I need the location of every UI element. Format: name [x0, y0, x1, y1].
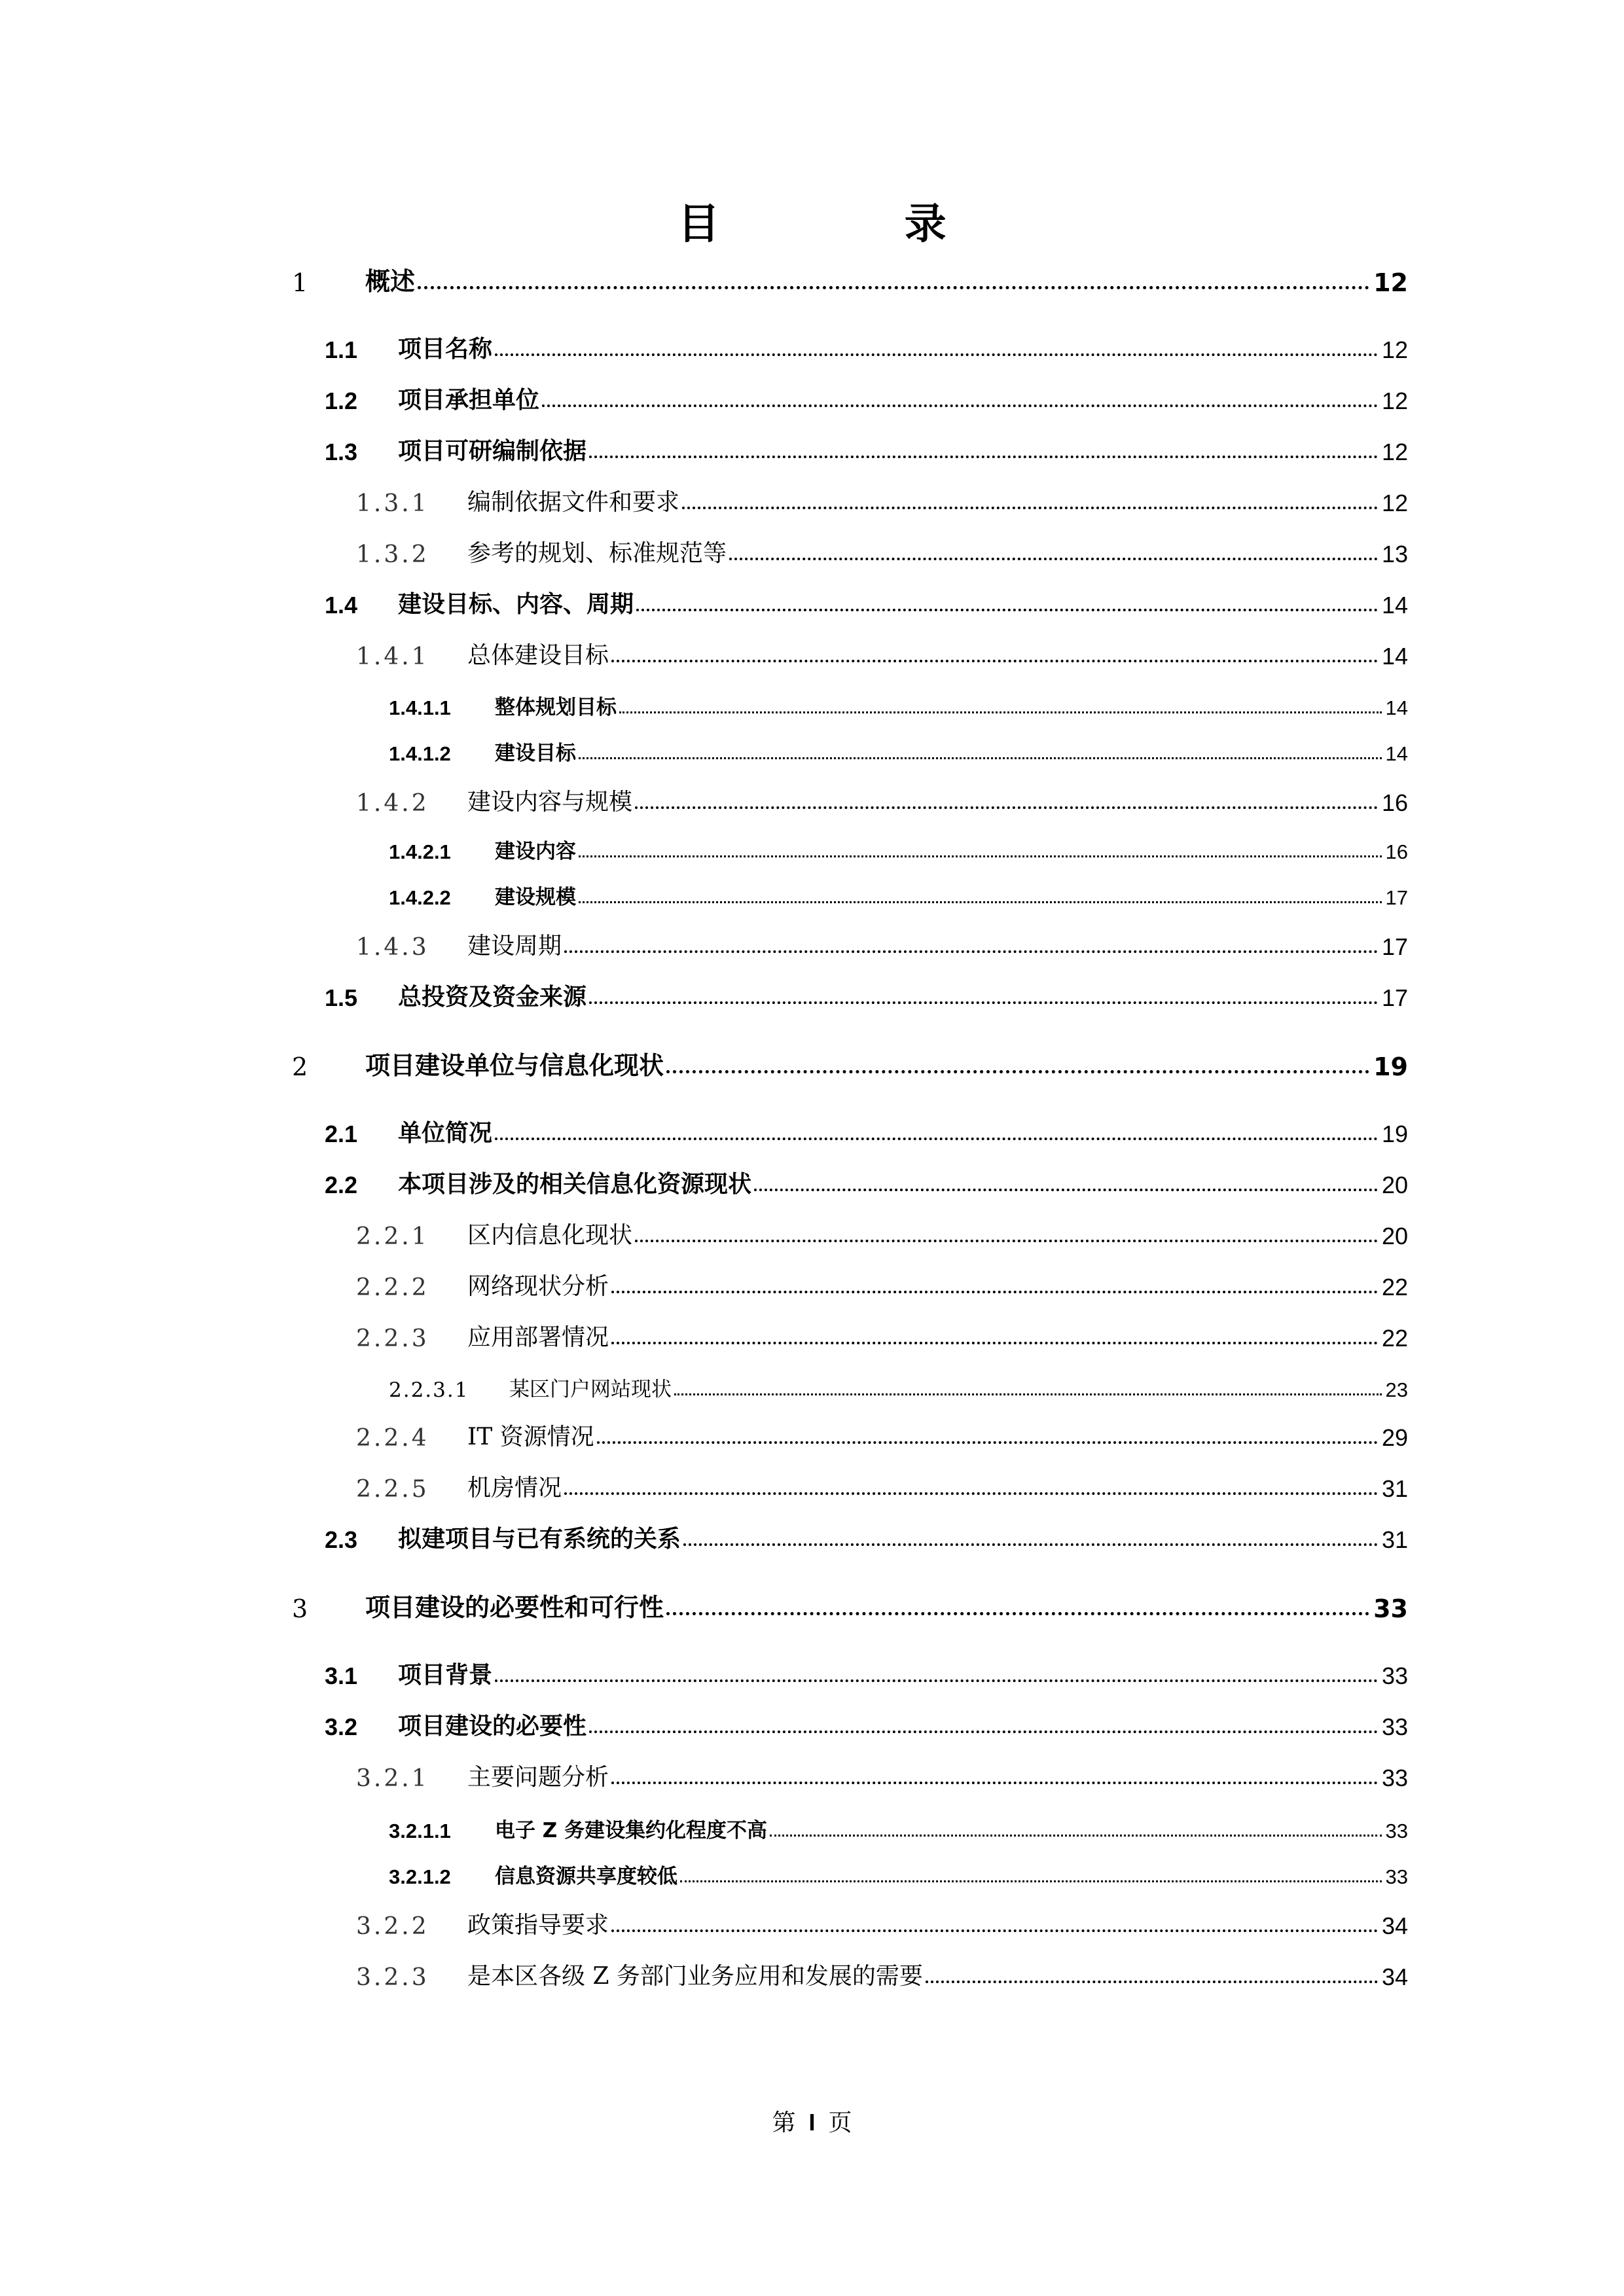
toc-entry[interactable]: [389, 831, 1408, 864]
toc-entry-page: 34: [1381, 1964, 1408, 1990]
toc-dot-leader: [495, 353, 1378, 356]
toc-entry[interactable]: [325, 326, 1408, 364]
toc-entry-label: 总体建设目标: [467, 642, 609, 669]
toc-entry-label: 项目建设的必要性: [398, 1713, 587, 1740]
toc-entry-number: 1.4.2.1: [389, 840, 451, 863]
toc-entry[interactable]: [356, 530, 1408, 568]
footer-suffix: 页: [828, 2109, 852, 2136]
toc-entry-label: 项目承担单位: [398, 387, 540, 414]
toc-entry-page: 33: [1373, 1594, 1408, 1623]
toc-entry-number: 1.4.1.2: [389, 742, 451, 765]
toc-dot-leader: [611, 1929, 1378, 1932]
toc-entry[interactable]: [356, 1902, 1408, 1940]
toc-entry-number: 1.4.2: [356, 790, 429, 817]
toc-dot-leader: [683, 1543, 1378, 1546]
toc-entry[interactable]: [356, 1754, 1408, 1792]
toc-entry[interactable]: [356, 1953, 1408, 1991]
toc-dot-leader: [666, 1612, 1369, 1615]
toc-entry-label: 信息资源共享度较低: [495, 1865, 677, 1888]
toc-entry[interactable]: [356, 1414, 1408, 1452]
toc-entry-label: 建设内容: [495, 840, 576, 863]
toc-entry-label: IT 资源情况: [467, 1424, 594, 1450]
toc-entry[interactable]: [356, 632, 1408, 670]
toc-entry[interactable]: [356, 779, 1408, 817]
toc-entry-page: 33: [1385, 1865, 1408, 1888]
toc-entry[interactable]: [389, 1856, 1408, 1889]
toc-dot-leader: [579, 757, 1382, 759]
toc-dot-leader: [579, 901, 1382, 903]
toc-entry-label: 本项目涉及的相关信息化资源现状: [398, 1171, 752, 1198]
toc-entry-number: 1.4: [325, 592, 358, 619]
toc-dot-leader: [579, 855, 1382, 857]
toc-dot-leader: [680, 1880, 1382, 1882]
toc-entry-number: 1.4.2.2: [389, 886, 451, 909]
toc-entry-label: 建设目标: [495, 742, 576, 765]
toc-dot-leader: [418, 286, 1369, 289]
toc-entry-label: 拟建项目与已有系统的关系: [398, 1526, 681, 1552]
toc-entry[interactable]: [325, 1703, 1408, 1741]
toc-entry-number: 1.5: [325, 984, 358, 1011]
toc-entry-page: 13: [1381, 541, 1408, 567]
toc-entry[interactable]: [389, 1369, 1408, 1402]
toc-entry-label: 整体规划目标: [495, 696, 617, 719]
toc-dot-leader: [636, 609, 1378, 611]
toc-entry-label: 项目名称: [398, 336, 493, 363]
toc-entry-page: 20: [1381, 1172, 1408, 1198]
toc-entry-number: 3.2: [325, 1713, 358, 1740]
toc-entry-page: 14: [1385, 742, 1408, 765]
toc-entry-label: 某区门户网站现状: [509, 1378, 672, 1401]
toc-entry[interactable]: [356, 1263, 1408, 1301]
toc-entry-page: 14: [1385, 696, 1408, 719]
toc-dot-leader: [770, 1835, 1381, 1837]
toc-entry-page: 14: [1381, 592, 1408, 619]
toc-dot-leader: [589, 456, 1378, 458]
toc-entry-page: 23: [1385, 1378, 1408, 1401]
toc-entry-number: 2.2.4: [356, 1425, 429, 1452]
toc-entry-page: 22: [1381, 1274, 1408, 1300]
toc-entry[interactable]: [325, 1516, 1408, 1554]
toc-entry-number: 3.2.2: [356, 1913, 429, 1940]
toc-entry-label: 项目可研编制依据: [398, 438, 587, 465]
toc-entry[interactable]: [325, 1110, 1408, 1148]
footer-prefix: 第: [772, 2109, 796, 2136]
toc-dot-leader: [754, 1189, 1378, 1191]
toc-entry[interactable]: [325, 1652, 1408, 1690]
toc-entry-number: 3.1: [325, 1662, 358, 1689]
toc-dot-leader: [682, 507, 1378, 509]
toc-entry[interactable]: [325, 581, 1408, 619]
toc-entry-number: 1.3: [325, 439, 358, 465]
toc-entry-label: 主要问题分析: [467, 1764, 609, 1791]
toc-entry[interactable]: [356, 479, 1408, 517]
toc-entry-page: 12: [1381, 490, 1408, 516]
toc-entry-label: 参考的规划、标准规范等: [467, 540, 727, 567]
toc-entry-number: 1.4.1.1: [389, 696, 451, 719]
toc-entry-page: 31: [1381, 1526, 1408, 1553]
toc-entry-label: 项目建设单位与信息化现状: [365, 1051, 664, 1080]
toc-entry-label: 单位简况: [398, 1120, 493, 1147]
toc-entry[interactable]: [356, 1314, 1408, 1352]
toc-entry-label: 应用部署情况: [467, 1324, 609, 1351]
toc-entry-page: 12: [1381, 336, 1408, 363]
toc-dot-leader: [611, 1342, 1378, 1344]
toc-dot-leader: [589, 1001, 1378, 1004]
toc-dot-leader: [542, 404, 1378, 407]
toc-entry-label: 网络现状分析: [467, 1273, 609, 1300]
toc-entry-page: 33: [1385, 1820, 1408, 1842]
toc-entry[interactable]: [325, 1161, 1408, 1199]
toc-dot-leader: [495, 1138, 1378, 1140]
toc-entry-page: 29: [1381, 1424, 1408, 1451]
toc-entry[interactable]: [389, 687, 1408, 720]
toc-dot-leader: [495, 1679, 1378, 1682]
toc-entry-page: 22: [1381, 1325, 1408, 1352]
toc-entry-label: 建设目标、内容、周期: [398, 591, 634, 618]
toc-entry-page: 14: [1381, 643, 1408, 670]
toc-entry[interactable]: [292, 1584, 1408, 1623]
toc-dot-leader: [674, 1393, 1382, 1395]
toc-entry-label: 项目建设的必要性和可行性: [365, 1593, 664, 1622]
toc-entry-page: 16: [1385, 840, 1408, 863]
toc-dot-leader: [619, 711, 1382, 713]
toc-entry-page: 16: [1381, 789, 1408, 816]
toc-entry-label: 建设内容与规模: [467, 789, 633, 816]
toc-dot-leader: [597, 1441, 1378, 1444]
toc-entry-number: 2.2.1: [356, 1223, 429, 1250]
toc-entry-number: 1.3.2: [356, 541, 429, 568]
toc-entry-page: 19: [1381, 1121, 1408, 1147]
toc-entry-label: 概述: [365, 267, 416, 296]
toc-entry-number: 1.1: [325, 336, 358, 363]
toc-entry-number: 2.2.2: [356, 1274, 429, 1301]
toc-dot-leader: [564, 1492, 1378, 1495]
toc-entry[interactable]: [325, 974, 1408, 1012]
page-footer: [0, 2104, 1624, 2138]
footer-page-number: I: [808, 2109, 816, 2136]
toc-entry[interactable]: [389, 1810, 1408, 1843]
toc-entry[interactable]: [292, 1042, 1408, 1081]
toc-entry[interactable]: [325, 377, 1408, 415]
toc-entry[interactable]: [389, 877, 1408, 910]
toc-entry-number: 3.2.1.2: [389, 1865, 451, 1888]
toc-entry-number: 2.2: [325, 1172, 358, 1198]
toc-entry-number: 2.2.5: [356, 1476, 429, 1503]
toc-entry[interactable]: [356, 923, 1408, 961]
toc-entry-label: 建设规模: [495, 886, 576, 909]
toc-entry-number: 1.3.1: [356, 490, 429, 517]
toc-entry-number: 2.1: [325, 1121, 358, 1147]
toc-entry-page: 12: [1381, 387, 1408, 414]
toc-entry-number: 2.2.3.1: [389, 1378, 469, 1402]
toc-dot-leader: [564, 950, 1378, 953]
toc-entry-number: 1.4.3: [356, 934, 429, 961]
toc-entry-number: 1: [292, 268, 308, 297]
toc-dot-leader: [666, 1070, 1369, 1073]
toc-dot-leader: [611, 1782, 1378, 1784]
toc-entry-label: 是本区各级 Z 务部门业务应用和发展的需要: [467, 1963, 923, 1990]
toc-entry-page: 12: [1381, 439, 1408, 465]
toc-dot-leader: [589, 1731, 1378, 1733]
toc-entry-page: 20: [1381, 1223, 1408, 1249]
toc-entry-number: 2.3: [325, 1526, 358, 1553]
toc-entry-number: 2: [292, 1052, 308, 1081]
toc-entry-page: 31: [1381, 1475, 1408, 1502]
toc-entry[interactable]: [292, 258, 1408, 297]
toc-entry-page: 33: [1381, 1662, 1408, 1689]
toc-entry-number: 3.2.3: [356, 1964, 429, 1991]
toc-entry-label: 机房情况: [467, 1475, 562, 1501]
toc-entry-page: 12: [1373, 268, 1408, 297]
toc-entry-page: 33: [1381, 1713, 1408, 1740]
toc-entry-page: 19: [1373, 1052, 1408, 1081]
toc-entry[interactable]: [356, 1465, 1408, 1503]
toc-entry-label: 电子 Z 务建设集约化程度不高: [495, 1819, 768, 1842]
toc-dot-leader: [611, 660, 1378, 662]
toc-dot-leader: [926, 1981, 1378, 1983]
toc-entry-page: 17: [1385, 886, 1408, 909]
toc-entry-label: 总投资及资金来源: [398, 984, 587, 1011]
toc-dot-leader: [635, 806, 1378, 809]
toc-dot-leader: [729, 558, 1378, 560]
toc-entry-number: 3.2.1.1: [389, 1820, 451, 1842]
toc-entry[interactable]: [356, 1212, 1408, 1250]
toc-entry-number: 2.2.3: [356, 1325, 429, 1352]
toc-entry-page: 17: [1381, 984, 1408, 1011]
toc-entry-page: 33: [1381, 1765, 1408, 1791]
toc-entry-number: 1.2: [325, 387, 358, 414]
toc-dot-leader: [611, 1291, 1378, 1293]
toc-entry-label: 建设周期: [467, 933, 562, 960]
toc-entry-label: 区内信息化现状: [467, 1222, 633, 1249]
toc-entry-number: 3: [292, 1594, 308, 1623]
toc-entry-label: 编制依据文件和要求: [467, 489, 680, 516]
toc-entry-label: 项目背景: [398, 1662, 493, 1689]
toc-title: 目 录: [677, 200, 1032, 249]
toc-entry-page: 17: [1381, 933, 1408, 960]
toc-entry[interactable]: [325, 428, 1408, 466]
toc-entry[interactable]: [389, 733, 1408, 766]
toc-entry-number: 3.2.1: [356, 1765, 429, 1792]
toc-dot-leader: [635, 1240, 1378, 1242]
toc-entry-page: 34: [1381, 1912, 1408, 1939]
toc-entry-number: 1.4.1: [356, 643, 429, 670]
toc-entry-label: 政策指导要求: [467, 1912, 609, 1939]
